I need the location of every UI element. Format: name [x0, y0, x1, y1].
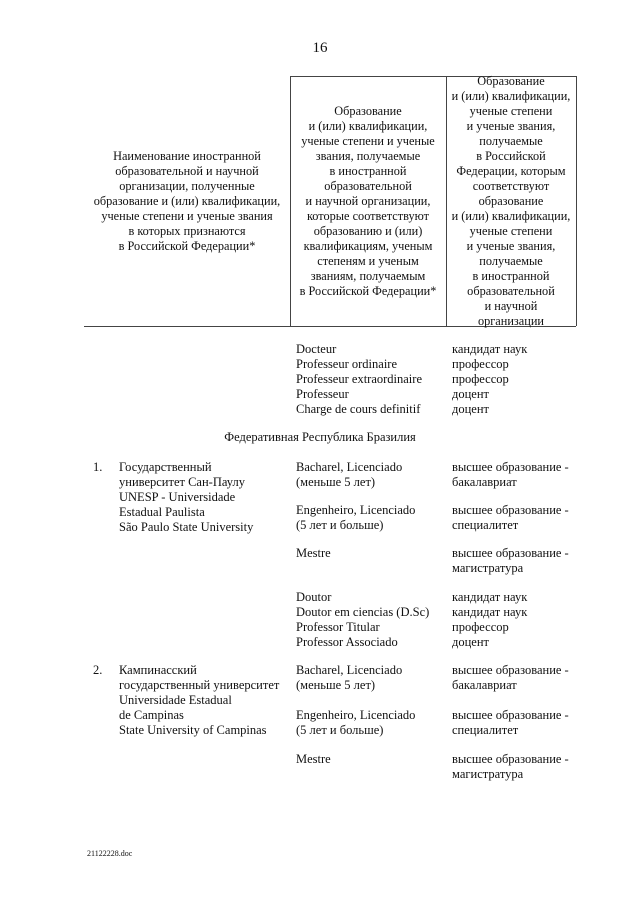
russian-equivalent: кандидат наук кандидат наук профессор доцент	[452, 590, 528, 649]
page-number: 16	[312, 40, 328, 56]
foreign-qualification: Mestre	[296, 752, 331, 766]
top-foreign-qualifications: Docteur Professeur ordinaire Professeur extraordinaire Professeur Charge de cours definitif	[296, 342, 422, 416]
russian-equivalent: высшее образование - специалитет	[452, 503, 569, 532]
foreign-qualification: Bacharel, Licenciado (меньше 5 лет)	[296, 460, 403, 489]
entry-number: 1.	[93, 460, 103, 474]
foreign-qualification: Mestre	[296, 546, 331, 560]
foreign-qualification: Doutor Doutor em ciencias (D.Sc) Professor Titular Professor Associado	[296, 590, 430, 649]
header-col-organization: Наименование иностранной образовательной и научной организации, полученные образование и (или) квалификации, ученые степени и ученые звания в которых признаются в Российской Федерации*	[93, 148, 281, 253]
top-russian-equivalents: кандидат наук профессор профессор доцент доцент	[452, 342, 528, 416]
header-col-russian-qualification: Образование и (или) квалификации, ученые степени и ученые звания, получаемые в Российской Федерации, которым соответствуют образование и (или) квалификации, ученые степени и ученые звания, получаемые в иностранной образовательной и научной организации	[451, 73, 571, 328]
country-heading: Федеративная Республика Бразилия	[224, 430, 416, 444]
russian-equivalent: высшее образование - специалитет	[452, 708, 569, 737]
organization-name: Кампинасский государственный университет Universidade Estadual de Campinas State University of Campinas	[119, 663, 280, 737]
russian-equivalent: высшее образование - магистратура	[452, 752, 569, 781]
footer-doc-id: 21122228.doc	[87, 849, 133, 858]
foreign-qualification: Engenheiro, Licenciado (5 лет и больше)	[296, 708, 416, 737]
russian-equivalent: высшее образование - бакалавриат	[452, 663, 569, 692]
header-col-foreign-qualification: Образование и (или) квалификации, ученые степени и ученые звания, получаемые в иностранной образовательной и научной организации, которые соответствуют образованию и (или) квалификациям, ученым степеням и ученым званиям, получаемым в Российской Федерации*	[299, 103, 437, 298]
foreign-qualification: Bacharel, Licenciado (меньше 5 лет)	[296, 663, 403, 692]
entry-number: 2.	[93, 663, 103, 677]
foreign-qualification: Engenheiro, Licenciado (5 лет и больше)	[296, 503, 416, 532]
russian-equivalent: высшее образование - магистратура	[452, 546, 569, 575]
russian-equivalent: высшее образование - бакалавриат	[452, 460, 569, 489]
organization-name: Государственный университет Сан-Паулу UNESP - Universidade Estadual Paulista São Paulo State University	[119, 460, 254, 534]
header-divider-3	[576, 76, 577, 326]
